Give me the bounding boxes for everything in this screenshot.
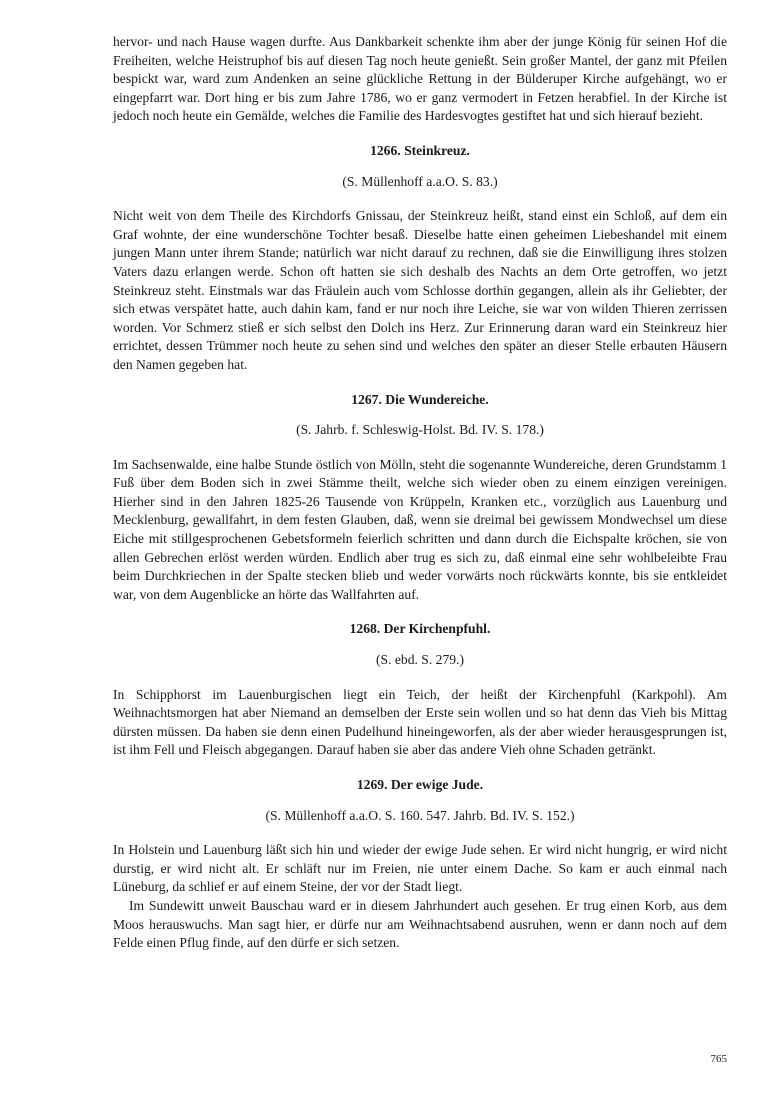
section-paragraph: Im Sundewitt unweit Bauschau ward er in diesem Jahrhundert auch gesehen. Er trug einen Korb, aus dem Moos herauswuchs. Man sagt hier, er dürfe nur am Weihnachtsabend ausruhen, wenn er dann noch auf dem Felde einen Pflug finde, auf den dürfe er sich setzen. (113, 897, 727, 951)
intro-paragraph: hervor- und nach Hause wagen durfte. Aus Dankbarkeit schenkte ihm aber der junge König für seinen Hof die Freiheiten, welche Heistruphof bis auf diesen Tag noch heute genießt. Sein großer Mantel, der ganz mit Pfeilen bespickt war, ward zum Andenken an seine glückliche Rettung in der Bülderuper Kirche aufgehängt, wo er eingepfarrt war. Dort hing er bis zum Jahre 1786, wo er ganz vermodert in Fetzen herabfiel. In der Kirche ist jedoch noch heute ein Gemälde, welches die Familie des Hardesvogtes gestiftet hat und sich hierauf bezieht. (113, 34, 727, 124)
page-number: 765 (710, 1053, 727, 1065)
section-paragraph: Nicht weit von dem Theile des Kirchdorfs Gnissau, der Steinkreuz heißt, stand einst ein Schloß, auf dem ein Graf wohnte, der eine wunderschöne Tochter besaß. Dieselbe hatte einen geheimen Liebeshandel mit einem jungen Mann unter ihrem Stande; natürlich war nicht darauf zu rechnen, daß sie die Einwilligung ihres stolzen Vaters dazu erlangen werde. Schon oft hatten sie sich deshalb des Nachts an dem Orte getroffen, wo jetzt Steinkreuz steht. Einstmals war das Fräulein auch vom Schlosse dorthin gegangen, allein als ihr Geliebter, der sich etwas verspätet hatte, auch dahin kam, fand er nur noch ihre Leiche, sie war von wilden Thieren zerrissen worden. Vor Schmerz stieß er sich selbst den Dolch ins Herz. Zur Erinnerung daran ward ein Steinkreuz hier errichtet, dessen Trümmer noch heute zu sehen sind und welches den später an dieser Stelle erbauten Häusern den Namen gegeben hat. (113, 208, 727, 372)
section-title: 1268. Der Kirchenpfuhl. (349, 621, 491, 637)
section-title: 1267. Die Wundereiche. (351, 391, 489, 407)
page-body (113, 33, 727, 953)
section-source: (S. ebd. S. 279.) (376, 652, 464, 668)
section-1269 (113, 776, 727, 953)
section-paragraph: In Holstein und Lauenburg läßt sich hin und wieder der ewige Jude sehen. Er wird nicht hungrig, er wird nicht durstig, er wird nicht alt. Er schläft nur im Freien, nie unter einem Dache. So kam er auch einmal nach Lüneburg, da schlief er auf einem Steine, der vor der Stadt liegt. (113, 842, 727, 895)
section-1266 (113, 142, 727, 375)
section-source: (S. Müllenhoff a.a.O. S. 160. 547. Jahrb. Bd. IV. S. 152.) (265, 807, 575, 823)
section-paragraph: In Schipphorst im Lauenburgischen liegt ein Teich, der heißt der Kirchenpfuhl (Karkpohl). Am Weihnachtsmorgen hat aber Niemand an demselben der Erste sein wollen und so hat denn das Vieh bis Mittag dürsten müssen. Da haben sie denn einen Pudelhund hineingeworfen, als der aber wieder herausgesprungen ist, ist ihm Fell und Fleisch abgegangen. Darauf haben sie aber das andere Vieh ohne Schaden getränkt. (113, 686, 727, 758)
section-source: (S. Jahrb. f. Schleswig-Holst. Bd. IV. S. 178.) (296, 422, 544, 438)
section-paragraph: Im Sachsenwalde, eine halbe Stunde östlich von Mölln, steht die sogenannte Wundereiche, deren Grundstamm 1 Fuß über dem Boden sich in zwei Stämme theilt, welche sich wieder oben zu einem einzigen vereinigen. Hierher sind in den Jahren 1825-26 Tausende von Krüppeln, Kranken etc., vorzüglich aus Lauenburg und Mecklenburg, gewallfahrt, in dem festen Glauben, daß, wenn sie dreimal bei gewissem Mondwechsel um diese Eiche mit stillgesprochenen Gebetsformeln feierlich schritten und dann durch die Eichspalte kröchen, sie von allen Gebrechen erlöst werden würden. Endlich aber trug es sich zu, daß einmal eine sehr wohlbeleibte Frau beim Durchkriechen in der Spalte stecken blieb und weder vorwärts noch rückwärts konnte, bis sie entkleidet war, von dem Augenblicke an hörte das Wallfahrten auf. (113, 456, 727, 602)
section-source: (S. Müllenhoff a.a.O. S. 83.) (342, 173, 498, 189)
section-1267 (113, 391, 727, 605)
section-title: 1269. Der ewige Jude. (356, 777, 484, 792)
section-1268 (113, 620, 727, 760)
section-title: 1266. Steinkreuz. (370, 142, 470, 158)
